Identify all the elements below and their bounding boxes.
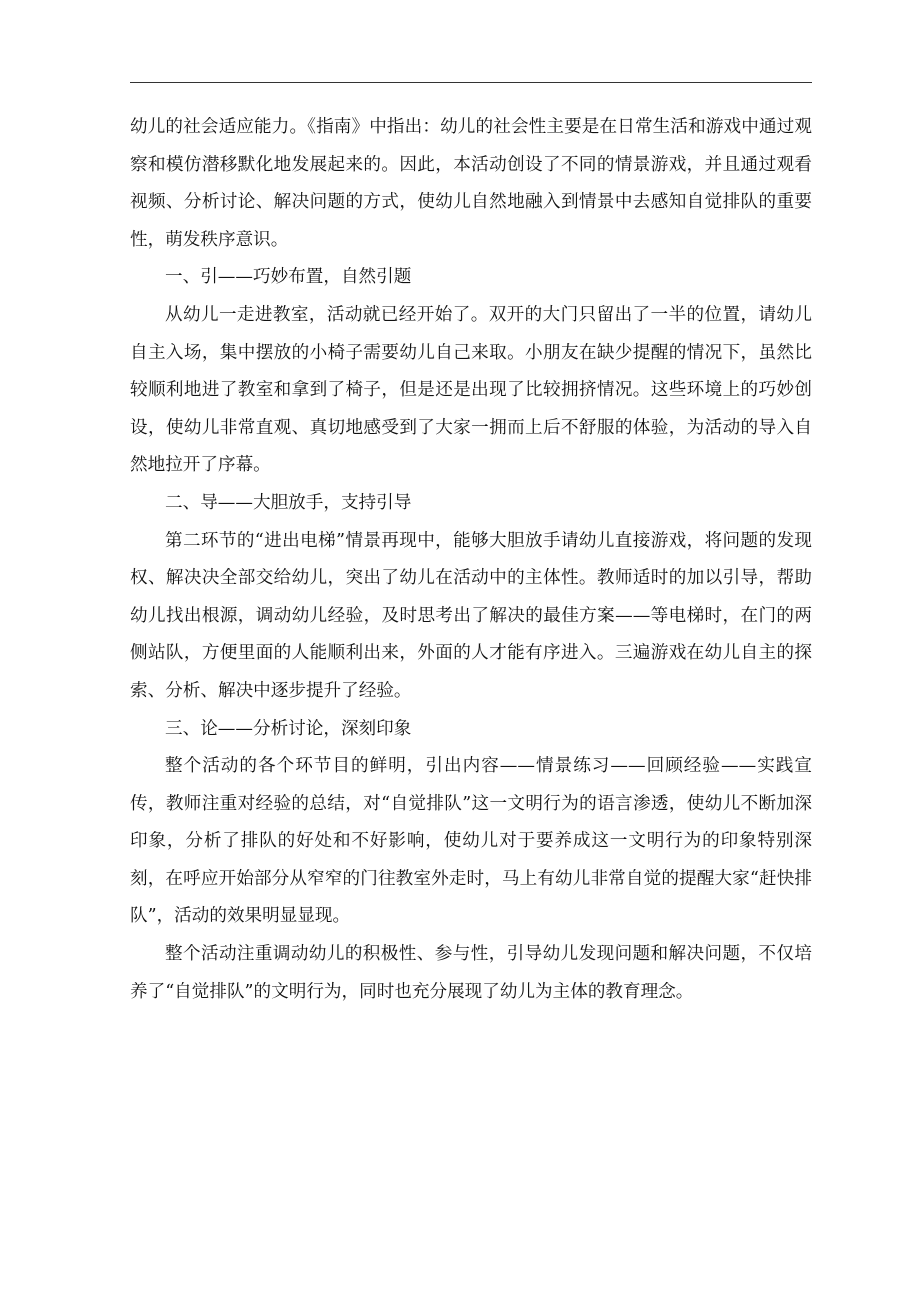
paragraph-intro-continued: 幼儿的社会适应能力。《指南》中指出：幼儿的社会性主要是在日常生活和游戏中通过观察和模仿潜移默化地发展起来的。因此，本活动创设了不同的情景游戏，并且通过观看视频、分析讨论、解决问题的方式，使幼儿自然地融入到情景中去感知自觉排队的重要性，萌发秩序意识。 <box>130 117 812 250</box>
paragraph-conclusion: 整个活动注重调动幼儿的积极性、参与性，引导幼儿发现问题和解决问题，不仅培养了“自觉排队”的文明行为，同时也充分展现了幼儿为主体的教育理念。 <box>130 944 812 1002</box>
section-heading-3: 三、论——分析讨论，深刻印象 <box>165 718 412 739</box>
header-rule <box>130 82 812 83</box>
paragraph-section-2: 第二环节的“进出电梯”情景再现中，能够大胆放手请幼儿直接游戏，将问题的发现权、解决决全部交给幼儿，突出了幼儿在活动中的主体性。教师适时的加以引导，帮助幼儿找出根源，调动幼儿经验，及时思考出了解决的最佳方案——等电梯时，在门的两侧站队，方便里面的人能顺利出来，外面的人才能有序进入。三遍游戏在幼儿自主的探索、分析、解决中逐步提升了经验。 <box>130 530 812 701</box>
section-heading-2: 二、导——大胆放手，支持引导 <box>165 492 412 513</box>
document-body <box>130 109 812 1011</box>
section-heading-1: 一、引——巧妙布置，自然引题 <box>165 267 412 288</box>
paragraph-section-3: 整个活动的各个环节目的鲜明，引出内容——情景练习——回顾经验——实践宣传，教师注重对经验的总结，对“自觉排队”这一文明行为的语言渗透，使幼儿不断加深印象，分析了排队的好处和不好影响，使幼儿对于要养成这一文明行为的印象特别深刻，在呼应开始部分从窄窄的门往教室外走时，马上有幼儿非常自觉的提醒大家“赶快排队”，活动的效果明显显现。 <box>130 756 812 927</box>
paragraph-section-1: 从幼儿一走进教室，活动就已经开始了。双开的大门只留出了一半的位置，请幼儿自主入场，集中摆放的小椅子需要幼儿自己来取。小朋友在缺少提醒的情况下，虽然比较顺利地进了教室和拿到了椅子，但是还是出现了比较拥挤情况。这些环境上的巧妙创设，使幼儿非常直观、真切地感受到了大家一拥而上后不舒服的体验，为活动的导入自然地拉开了序幕。 <box>130 304 812 476</box>
